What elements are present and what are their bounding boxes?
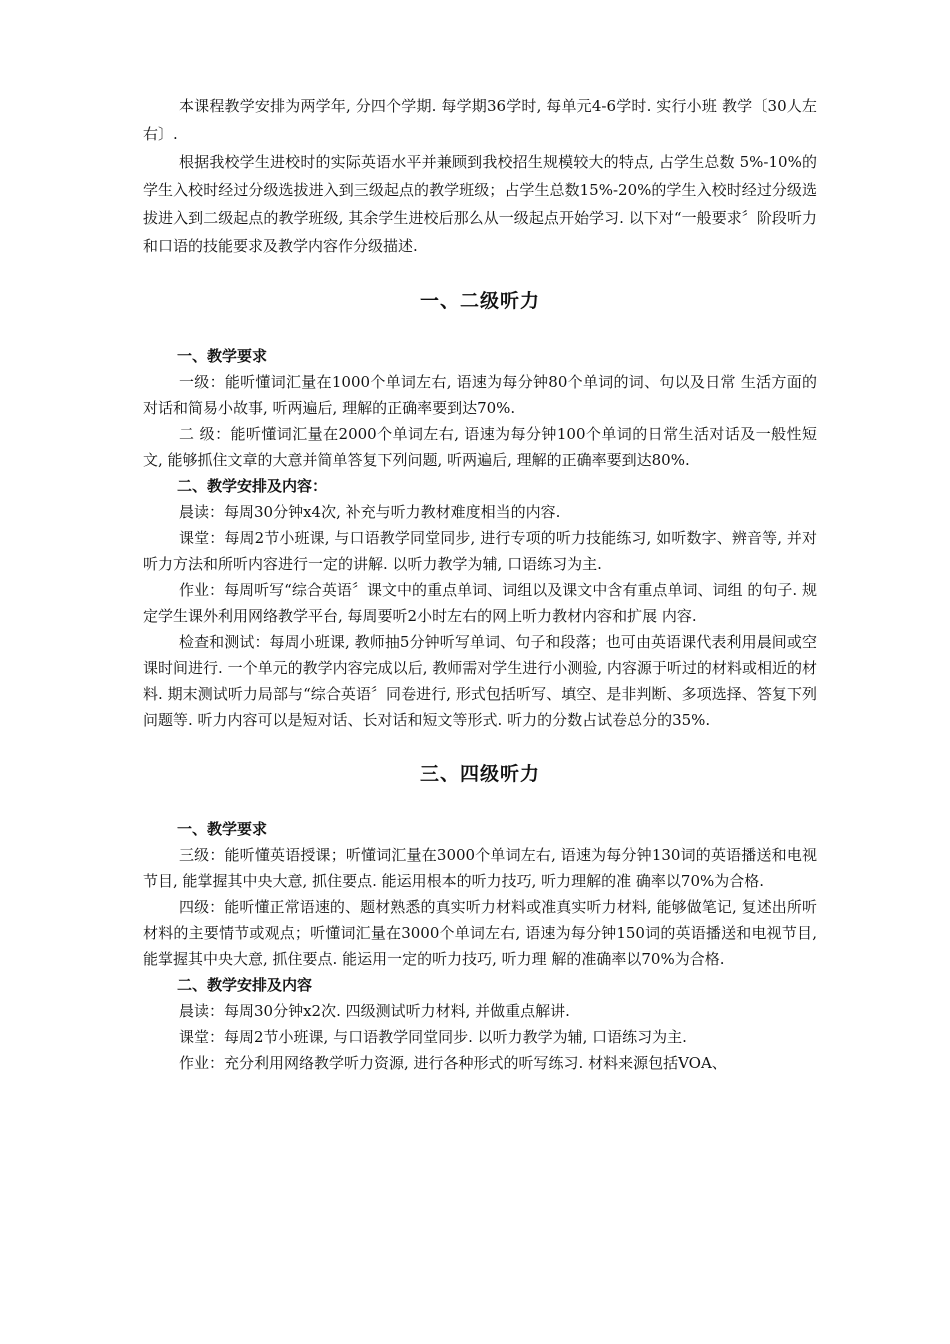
- intro-paragraph-2: 根据我校学生进校时的实际英语水平并兼顾到我校招生规模较大的特点, 占学生总数 5%-10%的学生入校时经过分级选拔进入到三级起点的教学班级；占学生总数15%-20%的学生入校时经过分级选拔进入到二级起点的教学班级, 其余学生进校后那么从一级起点开始学习. 以下对“一般要求〞阶段听力和口语的技能要求及教学内容作分级描述.: [143, 153, 817, 255]
- section-2-homework: 作业：充分利用网络教学听力资源, 进行各种形式的听写练习. 材料来源包括VOA、: [179, 1054, 727, 1072]
- section-2-arrangement-heading: 二、教学安排及内容: [177, 976, 313, 994]
- section-1-testing: 检查和测试：每周小班课, 教师抽5分钟听写单词、句子和段落；也可由英语课代表利用晨间或空课时间进行. 一个单元的教学内容完成以后, 教师需对学生进行小测验, 内容源于听过的材料或相近的材料. 期末测试听力局部与“综合英语〞同卷进行, 形式包括听写、填空、是非判断、多项选择、答复下列问题等. 听力内容可以是短对话、长对话和短文等形式. 听力的分数占试卷总分的35%.: [143, 633, 817, 729]
- section-1-title: 一、二级听力: [419, 290, 540, 312]
- section-1-arrangement-heading: 二、教学安排及内容：: [177, 477, 328, 495]
- section-2-title: 三、四级听力: [419, 763, 540, 785]
- section-2-level-3-requirement: 三级：能听懂英语授课；听懂词汇量在3000个单词左右, 语速为每分钟130词的英语播送和电视节目, 能掌握其中央大意, 抓住要点. 能运用根本的听力技巧, 听力理解的准 确率以70%为合格.: [143, 846, 817, 890]
- section-2-level-4-requirement: 四级：能听懂正常语速的、题材熟悉的真实听力材料或准真实听力材料, 能够做笔记, 复述出所听材料的主要情节或观点；听懂词汇量在3000个单词左右, 语速为每分钟150词的英语播送和电视节目, 能掌握其中央大意, 抓住要点. 能运用一定的听力技巧, 听力理 解的准确率以70%为合格.: [143, 898, 817, 968]
- section-1-morning-reading: 晨读：每周30分钟x4次, 补充与听力教材难度相当的内容.: [179, 503, 561, 521]
- section-1-requirements-heading: 一、教学要求: [177, 347, 268, 365]
- document-page: [143, 92, 817, 1076]
- section-1-level-2-requirement: 二 级：能听懂词汇量在2000个单词左右, 语速为每分钟100个单词的日常生活对话及一般性短文, 能够抓住文章的大意并简单答复下列问题, 听两遍后, 理解的正确率要到达80%.: [143, 425, 817, 469]
- section-2-morning-reading: 晨读：每周30分钟x2次. 四级测试听力材料, 并做重点解讲.: [179, 1002, 570, 1020]
- section-1-classroom: 课堂：每周2节小班课, 与口语教学同堂同步, 进行专项的听力技能练习, 如听数字、辨音等, 并对听力方法和所听内容进行一定的讲解. 以听力教学为辅, 口语练习为主.: [143, 529, 817, 573]
- section-1-homework: 作业：每周听写“综合英语〞课文中的重点单词、词组以及课文中含有重点单词、词组 的句子. 规定学生课外利用网络教学平台, 每周要听2小时左右的网上听力教材内容和扩展 内容.: [143, 581, 817, 625]
- section-2-classroom: 课堂：每周2节小班课, 与口语教学同堂同步. 以听力教学为辅, 口语练习为主.: [179, 1028, 687, 1046]
- section-2-requirements-heading: 一、教学要求: [177, 820, 268, 838]
- intro-paragraph-1: 本课程教学安排为两学年, 分四个学期. 每学期36学时, 每单元4-6学时. 实行小班 教学〔30人左右〕.: [143, 97, 817, 143]
- section-1-level-1-requirement: 一级：能听懂词汇量在1000个单词左右, 语速为每分钟80个单词的词、句以及日常 生活方面的对话和简易小故事, 听两遍后, 理解的正确率要到达70%.: [143, 373, 817, 417]
